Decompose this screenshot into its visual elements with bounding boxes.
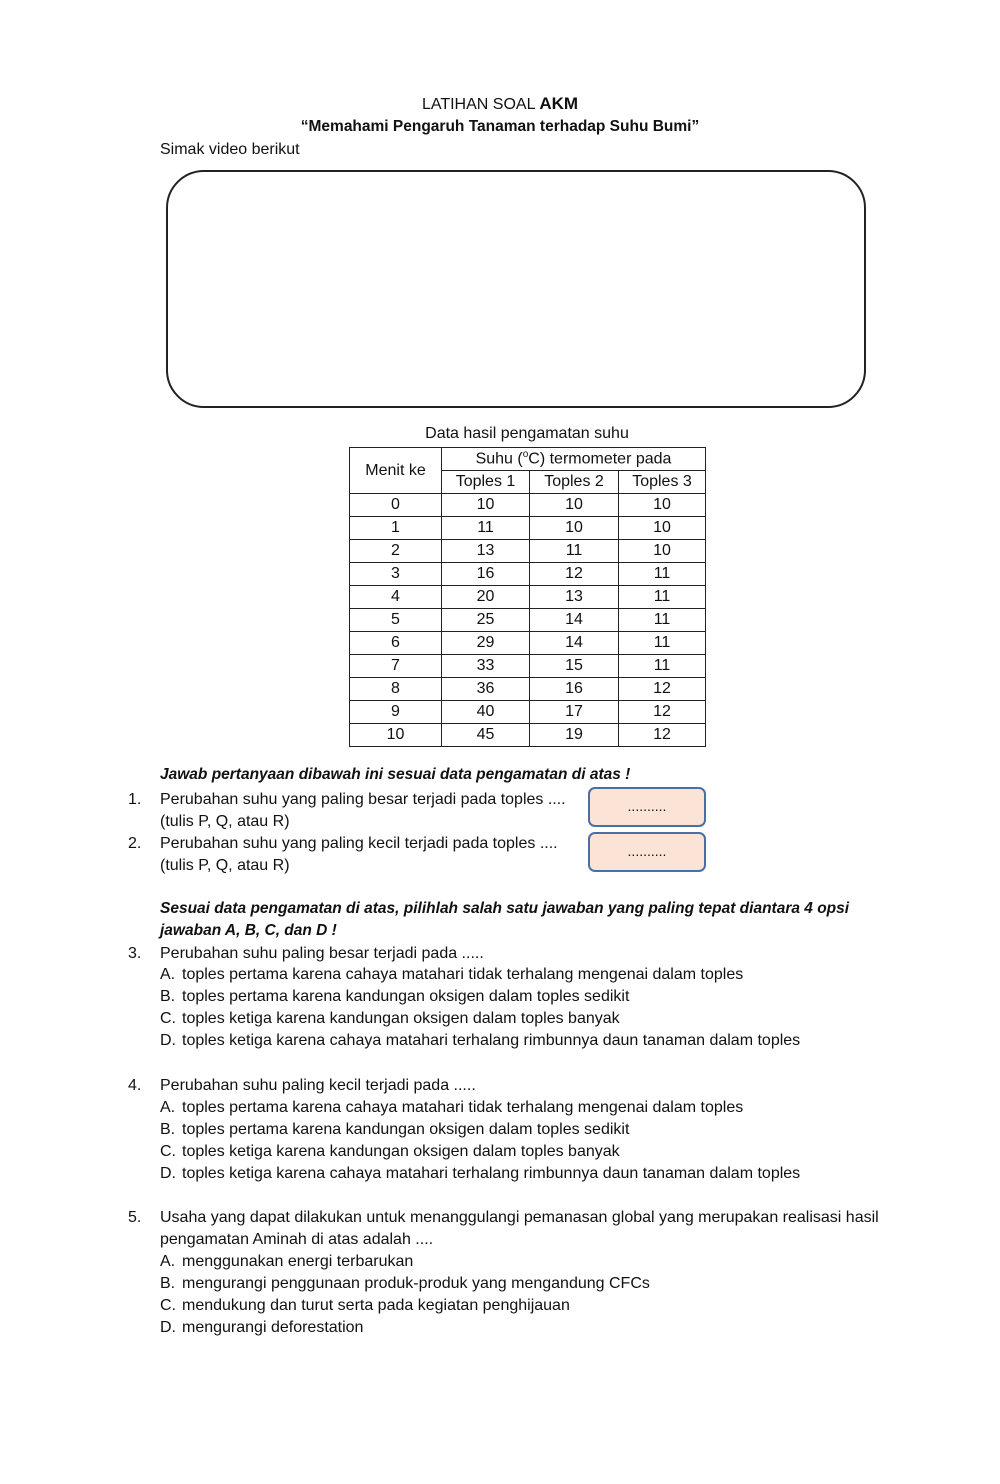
group-header-degree: o — [522, 449, 529, 461]
option-c[interactable] — [160, 1141, 620, 1163]
option-d[interactable] — [160, 1030, 800, 1052]
table-cell: 12 — [619, 724, 706, 747]
question-text: Perubahan suhu yang paling kecil terjadi pada toples .... — [160, 835, 558, 852]
table-cell: 0 — [350, 494, 442, 517]
option-letter: B. — [160, 1121, 176, 1138]
table-cell: 14 — [530, 609, 619, 632]
option-text: toples pertama karena kandungan oksigen dalam toples sedikit — [182, 1121, 630, 1138]
table-row — [350, 701, 706, 724]
group-header-pre: Suhu ( — [475, 450, 523, 468]
intro-text: Simak video berikut — [160, 141, 300, 158]
option-letter: D. — [160, 1165, 176, 1182]
table-row — [350, 586, 706, 609]
table-cell: 10 — [619, 517, 706, 540]
title-akm: AKM — [539, 94, 579, 113]
option-letter: D. — [160, 1319, 176, 1336]
option-letter: B. — [160, 1275, 176, 1292]
table-cell: 11 — [442, 517, 530, 540]
page-title — [0, 94, 1000, 114]
table-row — [350, 540, 706, 563]
table-cell: 10 — [442, 494, 530, 517]
table-cell: 12 — [619, 701, 706, 724]
table-cell: 36 — [442, 678, 530, 701]
option-d[interactable] — [160, 1163, 800, 1185]
table-cell: 13 — [442, 540, 530, 563]
table-cell: 11 — [619, 563, 706, 586]
col-toples-1: Toples 1 — [442, 471, 530, 494]
table-cell: 9 — [350, 701, 442, 724]
table-cell: 5 — [350, 609, 442, 632]
question-text: Usaha yang dapat dilakukan untuk menanggulangi pemanasan global yang merupakan realisasi hasil — [160, 1209, 879, 1226]
option-text: mendukung dan turut serta pada kegiatan penghijauan — [182, 1297, 570, 1314]
section2-instruction-line1: Sesuai data pengamatan di atas, pilihlah salah satu jawaban yang paling tepat diantara 4 opsi — [160, 900, 850, 917]
table-cell: 10 — [619, 494, 706, 517]
table-cell: 2 — [350, 540, 442, 563]
table-cell: 15 — [530, 655, 619, 678]
table-cell: 12 — [619, 678, 706, 701]
question-text: Perubahan suhu yang paling besar terjadi pada toples .... — [160, 791, 566, 808]
question-number: 1. — [128, 791, 142, 808]
option-text: toples pertama karena kandungan oksigen dalam toples sedikit — [182, 988, 630, 1005]
question-number: 2. — [128, 835, 142, 852]
table-cell: 16 — [442, 563, 530, 586]
section1-instruction: Jawab pertanyaan dibawah ini sesuai data pengamatan di atas ! — [160, 766, 631, 783]
option-b[interactable] — [160, 1119, 629, 1141]
table-cell: 13 — [530, 586, 619, 609]
option-text: toples ketiga karena kandungan oksigen dalam toples banyak — [182, 1010, 620, 1027]
table-cell: 11 — [619, 655, 706, 678]
option-text: toples ketiga karena kandungan oksigen dalam toples banyak — [182, 1143, 620, 1160]
question-hint: (tulis P, Q, atau R) — [160, 813, 290, 830]
option-d[interactable] — [160, 1317, 363, 1339]
option-letter: D. — [160, 1032, 176, 1049]
col-toples-2: Toples 2 — [530, 471, 619, 494]
table-cell: 8 — [350, 678, 442, 701]
question-number: 4. — [128, 1077, 142, 1094]
table-cell: 14 — [530, 632, 619, 655]
option-c[interactable] — [160, 1008, 620, 1030]
question-number: 3. — [128, 945, 142, 962]
table-cell: 40 — [442, 701, 530, 724]
option-a[interactable] — [160, 1097, 743, 1119]
page-subtitle: “Memahami Pengaruh Tanaman terhadap Suhu Bumi” — [300, 118, 700, 135]
video-embed[interactable] — [166, 170, 866, 408]
answer-input-2[interactable]: .......... — [588, 832, 706, 872]
table-cell: 4 — [350, 586, 442, 609]
table-row — [350, 517, 706, 540]
table-cell: 17 — [530, 701, 619, 724]
table-cell: 25 — [442, 609, 530, 632]
option-letter: C. — [160, 1010, 176, 1027]
table-cell: 10 — [530, 494, 619, 517]
table-row — [350, 609, 706, 632]
question-text: Perubahan suhu paling kecil terjadi pada ..... — [160, 1077, 476, 1094]
table-row — [350, 494, 706, 517]
option-letter: B. — [160, 988, 176, 1005]
table-row — [350, 563, 706, 586]
option-letter: C. — [160, 1297, 176, 1314]
table-cell: 1 — [350, 517, 442, 540]
table-cell: 7 — [350, 655, 442, 678]
option-letter: A. — [160, 966, 176, 983]
table-cell: 11 — [530, 540, 619, 563]
option-b[interactable] — [160, 986, 629, 1008]
table-cell: 20 — [442, 586, 530, 609]
option-text: toples pertama karena cahaya matahari tidak terhalang mengenai dalam toples — [182, 1099, 744, 1116]
option-c[interactable] — [160, 1295, 570, 1317]
col-group-suhu — [442, 448, 706, 471]
table-row — [350, 632, 706, 655]
table-cell: 33 — [442, 655, 530, 678]
option-text: toples ketiga karena cahaya matahari terhalang rimbunnya daun tanaman dalam toples — [182, 1032, 801, 1049]
temperature-table — [349, 447, 706, 747]
table-cell: 19 — [530, 724, 619, 747]
table-cell: 10 — [619, 540, 706, 563]
table-cell: 10 — [350, 724, 442, 747]
table-cell: 11 — [619, 609, 706, 632]
question-number: 5. — [128, 1209, 142, 1226]
option-a[interactable] — [160, 964, 743, 986]
table-cell: 12 — [530, 563, 619, 586]
table-cell: 16 — [530, 678, 619, 701]
question-hint: (tulis P, Q, atau R) — [160, 857, 290, 874]
table-cell: 45 — [442, 724, 530, 747]
section2-instruction-line2: jawaban A, B, C, dan D ! — [160, 922, 337, 939]
option-text: mengurangi deforestation — [182, 1319, 364, 1336]
table-cell: 11 — [619, 632, 706, 655]
table-cell: 6 — [350, 632, 442, 655]
option-text: toples pertama karena cahaya matahari tidak terhalang mengenai dalam toples — [182, 966, 744, 983]
col-menit-ke: Menit ke — [350, 448, 442, 494]
title-prefix: LATIHAN SOAL — [421, 96, 535, 113]
option-text: menggunakan energi terbarukan — [182, 1253, 414, 1270]
table-cell: 10 — [530, 517, 619, 540]
question-text-cont: pengamatan Aminah di atas adalah .... — [160, 1231, 434, 1248]
table-caption: Data hasil pengamatan suhu — [425, 425, 629, 442]
table-cell: 11 — [619, 586, 706, 609]
table-row — [350, 678, 706, 701]
option-letter: A. — [160, 1253, 176, 1270]
col-toples-3: Toples 3 — [619, 471, 706, 494]
question-text: Perubahan suhu paling besar terjadi pada ..... — [160, 945, 484, 962]
group-header-post: C) termometer pada — [528, 450, 672, 468]
option-text: mengurangi penggunaan produk-produk yang mengandung CFCs — [182, 1275, 650, 1292]
option-a[interactable] — [160, 1251, 413, 1273]
answer-input-1[interactable]: .......... — [588, 787, 706, 827]
table-row — [350, 655, 706, 678]
option-letter: C. — [160, 1143, 176, 1160]
table-cell: 29 — [442, 632, 530, 655]
option-b[interactable] — [160, 1273, 650, 1295]
option-text: toples ketiga karena cahaya matahari terhalang rimbunnya daun tanaman dalam toples — [182, 1165, 801, 1182]
table-cell: 3 — [350, 563, 442, 586]
option-letter: A. — [160, 1099, 176, 1116]
table-row — [350, 724, 706, 747]
